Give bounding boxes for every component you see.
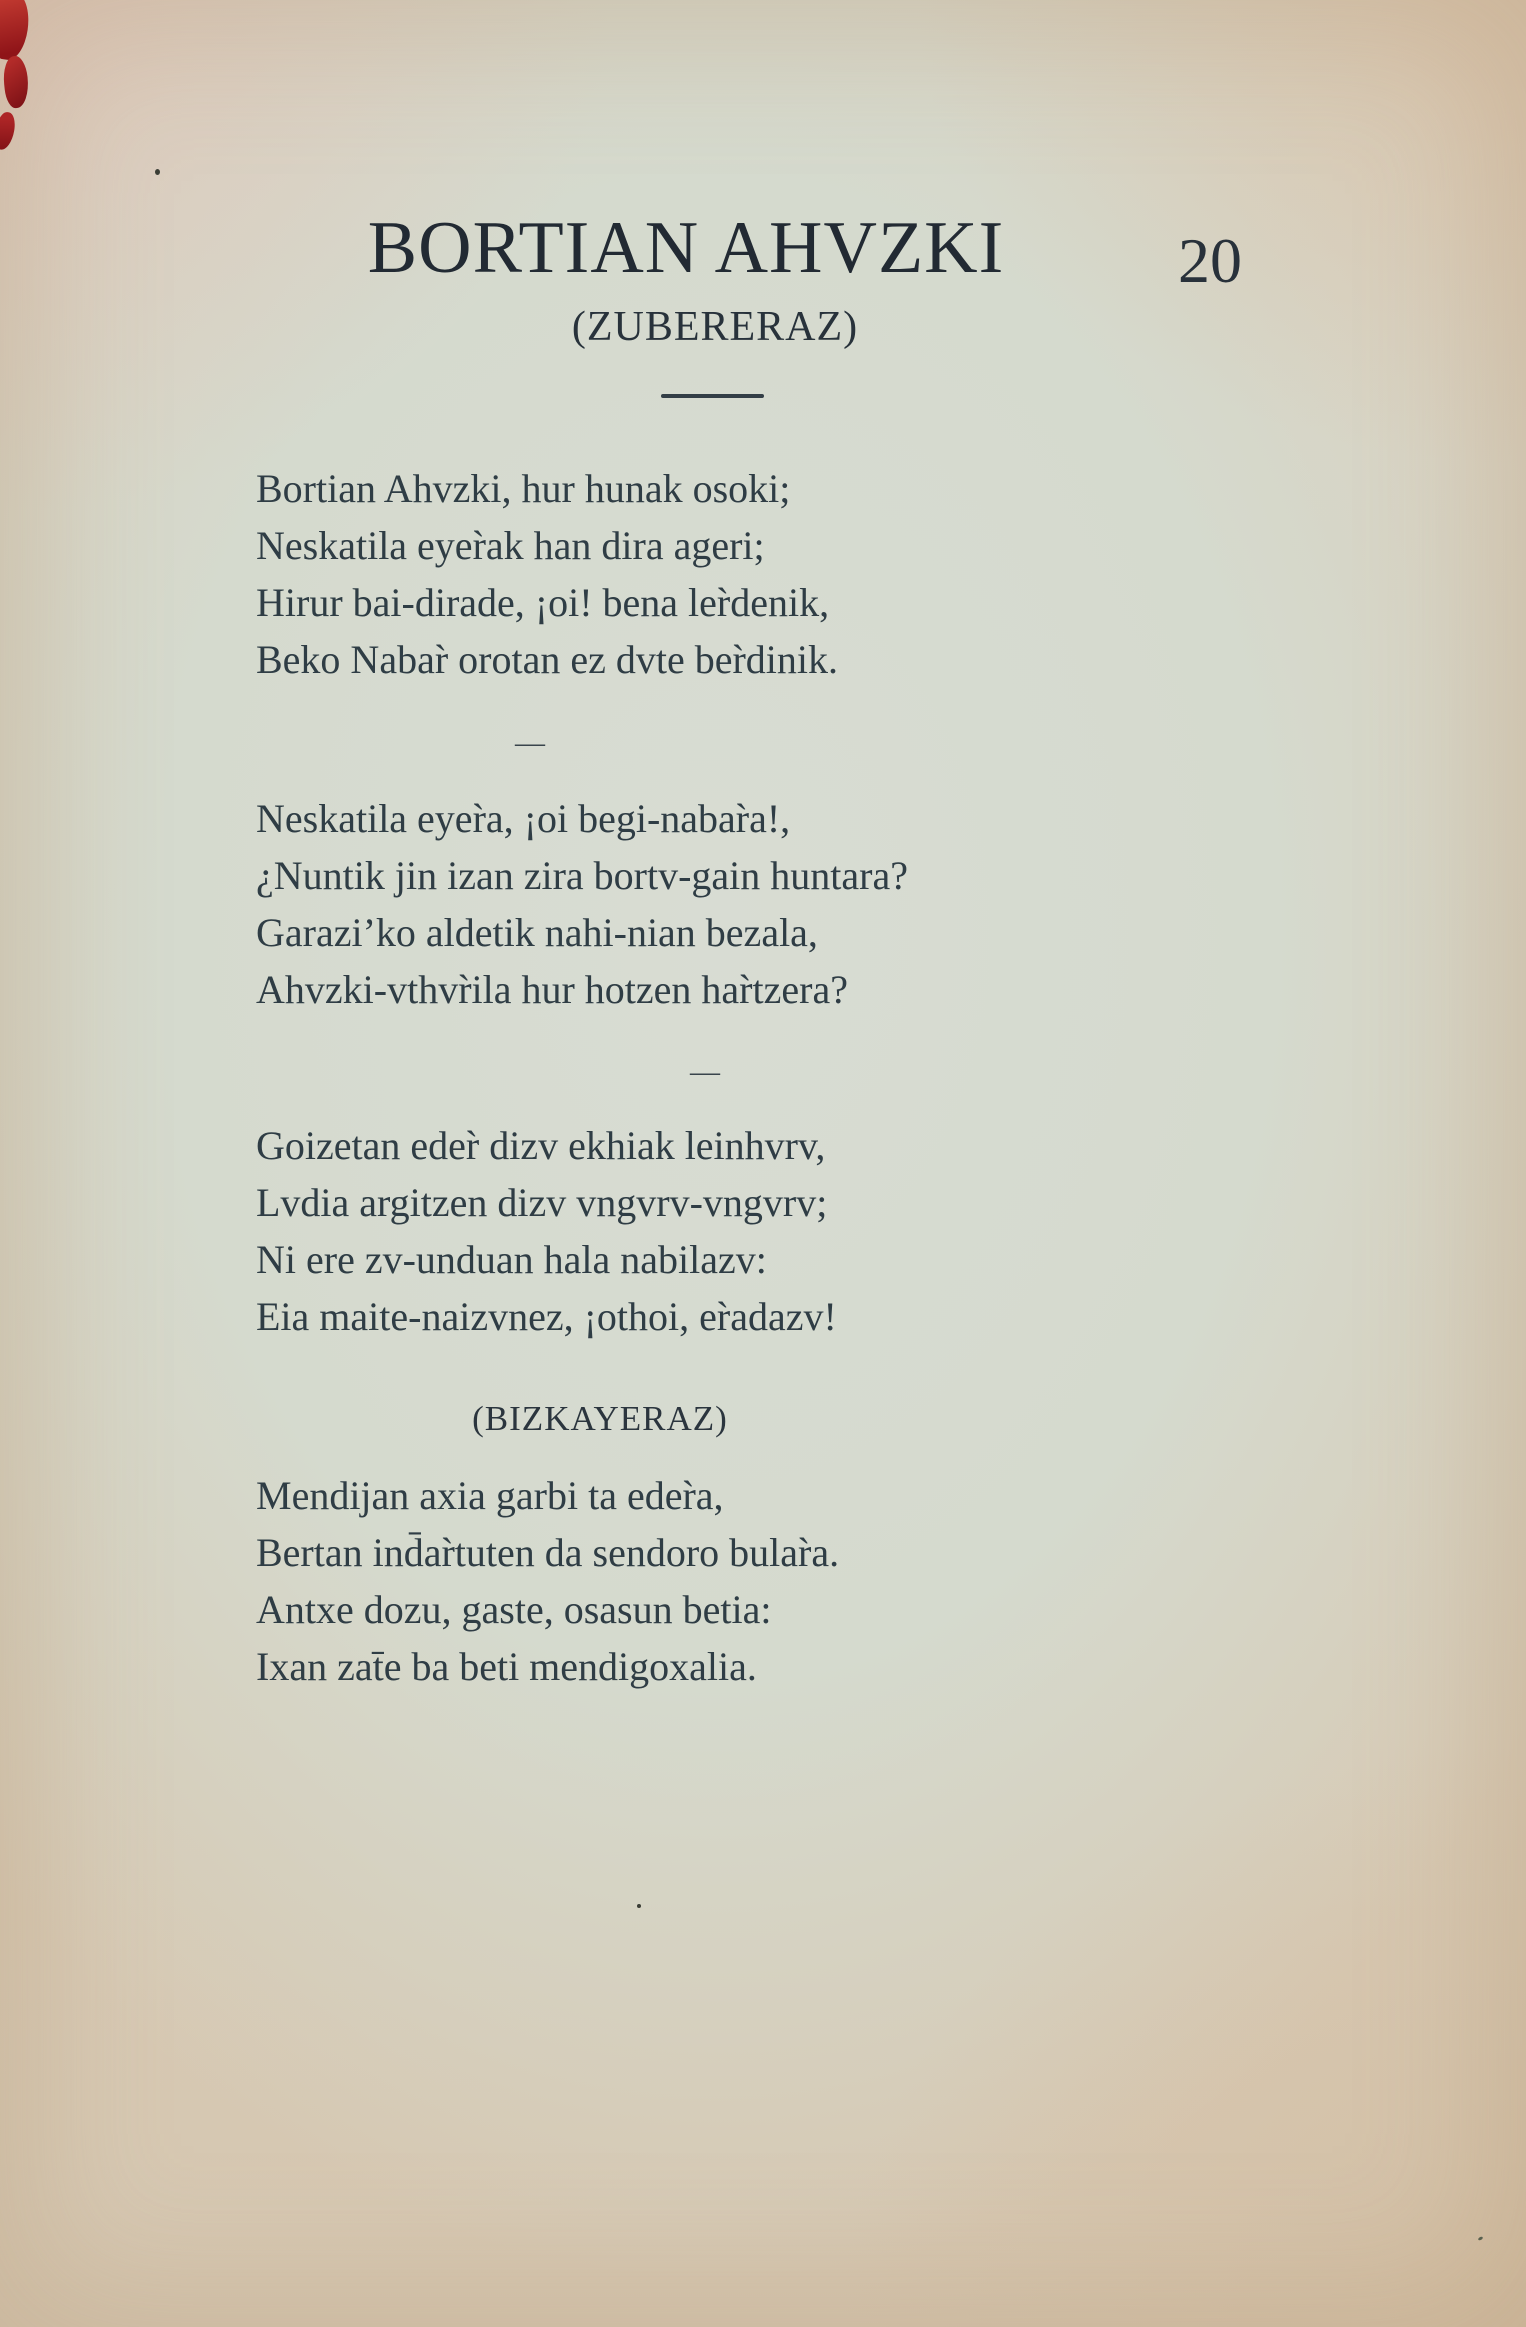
poem-line: ¿Nuntik jin izan zira bortv-gain huntara? xyxy=(256,853,908,898)
stanza-2 xyxy=(256,790,908,1018)
dialect-heading-bizkayeraz: (BIZKAYERAZ) xyxy=(472,1399,728,1438)
paper-speck xyxy=(637,1904,641,1908)
stanza-4 xyxy=(256,1467,839,1695)
stanza-separator: — xyxy=(690,1055,720,1088)
poem-line: Bertan ind̄ar̀tuten da sendoro bular̀a. xyxy=(256,1530,840,1575)
stanza-3 xyxy=(256,1117,837,1345)
page-number: 20 xyxy=(1178,225,1242,296)
poem-line: Garazi’ko aldetik nahi-nian bezala, xyxy=(256,910,818,955)
paper-speck xyxy=(155,169,160,175)
red-ink-mark xyxy=(0,111,17,152)
divider-rule xyxy=(661,394,764,398)
poem-line: Mendijan axia garbi ta eder̀a, xyxy=(256,1473,724,1518)
poem-line: Lvdia argitzen dizv vngvrv-vngvrv; xyxy=(256,1180,828,1225)
dialect-heading-zubereraz: (ZUBERERAZ) xyxy=(571,304,859,350)
poem-line: Bortian Ahvzki, hur hunak osoki; xyxy=(256,466,791,511)
poem-line: Neskatila eyer̀a, ¡oi begi-nabar̀a!, xyxy=(256,796,791,841)
poem-line: Hirur bai-dirade, ¡oi! bena ler̀denik, xyxy=(256,580,830,625)
poem-line: Beko Nabar̀ orotan ez dvte ber̀dinik. xyxy=(256,637,839,682)
poem-line: Goizetan eder̀ dizv ekhiak leinhvrv, xyxy=(256,1123,826,1168)
poem-line: Ixan zat̄e ba beti mendigoxalia. xyxy=(256,1644,757,1689)
paper-speck xyxy=(1478,2236,1484,2241)
poem-line: Ni ere zv-unduan hala nabilazv: xyxy=(256,1237,767,1282)
poem-title: BORTIAN AHVZKI xyxy=(367,207,1005,289)
red-ink-mark xyxy=(0,0,33,62)
stanza-1 xyxy=(256,460,838,688)
poem-line: Eia maite-naizvnez, ¡othoi, er̀adazv! xyxy=(256,1294,837,1339)
stanza-separator: — xyxy=(515,726,545,759)
poem-line: Neskatila eyer̀ak han dira ageri; xyxy=(256,523,765,568)
poem-line: Ahvzki-vthvr̀ila hur hotzen har̀tzera? xyxy=(256,967,848,1012)
red-ink-mark xyxy=(1,55,30,109)
poem-line: Antxe dozu, gaste, osasun betia: xyxy=(256,1587,772,1632)
